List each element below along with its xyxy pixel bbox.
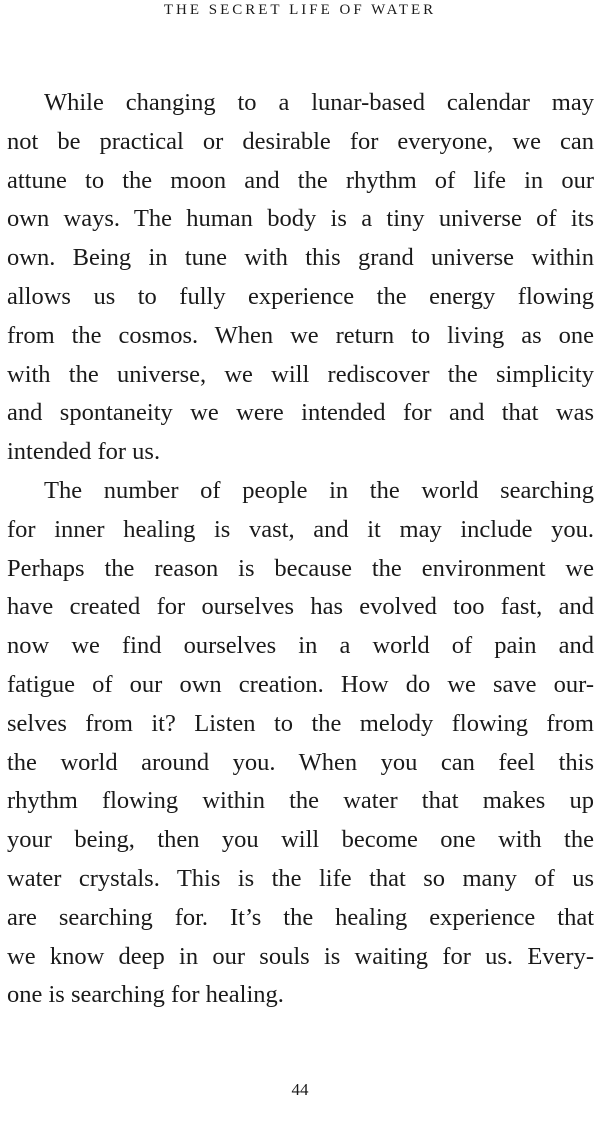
text-line: are searching for. It’s the healing experience that	[7, 903, 594, 931]
text-line: not be practical or desirable for everyone, we can	[7, 127, 594, 155]
text-line: attune to the moon and the rhythm of life in our	[7, 166, 594, 194]
text-line: Perhaps the reason is because the environment we	[7, 554, 594, 582]
text-line: with the universe, we will rediscover the simplicity	[7, 360, 594, 388]
paragraph-2	[7, 472, 594, 1015]
text-line: allows us to fully experience the energy flowing	[7, 282, 594, 310]
text-line: rhythm flowing within the water that makes up	[7, 787, 594, 815]
text-line: While changing to a lunar-based calendar may	[44, 89, 594, 116]
text-line: fatigue of our own creation. How do we save our-	[7, 670, 594, 698]
text-line: now we find ourselves in a world of pain and	[7, 632, 594, 660]
text-line: water crystals. This is the life that so many of us	[7, 864, 594, 892]
text-line: your being, then you will become one with the	[7, 826, 594, 854]
text-line: the world around you. When you can feel this	[7, 748, 594, 776]
text-line: one is searching for healing.	[7, 981, 284, 1009]
text-line: have created for ourselves has evolved too fast, and	[7, 593, 594, 621]
text-line: from the cosmos. When we return to living as one	[7, 321, 594, 349]
page-number: 44	[291, 1080, 309, 1099]
body-text	[7, 84, 594, 1015]
text-line: selves from it? Listen to the melody flowing from	[7, 709, 594, 737]
text-line: The number of people in the world searching	[44, 476, 594, 504]
text-line: own ways. The human body is a tiny universe of its	[7, 205, 594, 233]
text-line: intended for us.	[7, 438, 161, 466]
text-line: for inner healing is vast, and it may include you.	[7, 515, 594, 543]
text-line: we know deep in our souls is waiting for us. Every-	[7, 942, 594, 970]
running-head: THE SECRET LIFE OF WATER	[163, 2, 437, 18]
text-line: and spontaneity we were intended for and that was	[7, 399, 594, 427]
paragraph-1	[7, 84, 594, 472]
text-line: own. Being in tune with this grand universe within	[7, 244, 594, 272]
